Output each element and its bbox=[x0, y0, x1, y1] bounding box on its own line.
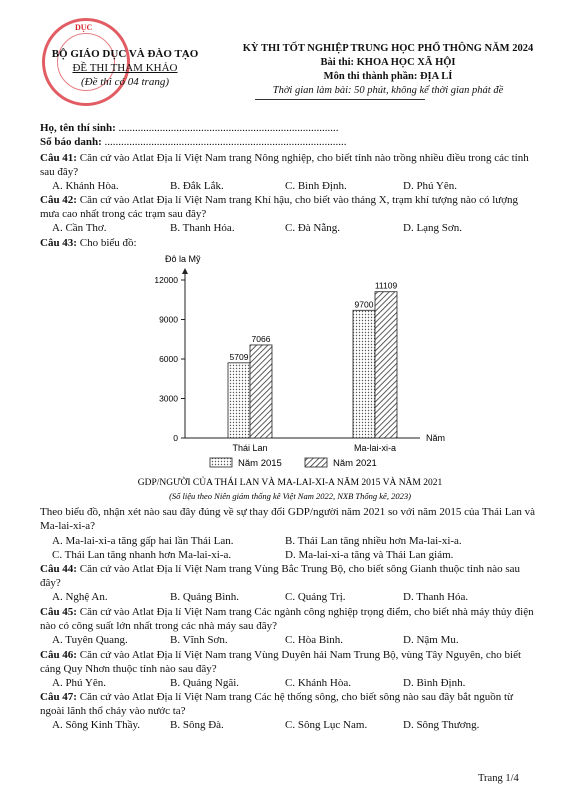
y-tick-label: 6000 bbox=[159, 354, 178, 364]
exam-type: ĐỀ THI THAM KHẢO bbox=[72, 62, 178, 74]
data-label: 7066 bbox=[251, 333, 271, 344]
question-number: Câu 44: bbox=[40, 563, 77, 575]
bar bbox=[353, 310, 375, 438]
option-44-c: C. Quảng Trị. bbox=[285, 591, 346, 603]
bar bbox=[250, 345, 272, 438]
page-number: Trang 1/4 bbox=[478, 773, 519, 784]
option-43-d: D. Ma-lai-xi-a tăng và Thái Lan giảm. bbox=[285, 549, 454, 561]
question-number: Câu 47: bbox=[40, 691, 77, 703]
x-axis-end-label: Năm bbox=[426, 433, 446, 443]
candidate-name-line bbox=[40, 122, 339, 135]
question-46 bbox=[40, 649, 540, 676]
bar bbox=[375, 292, 397, 438]
question-number: Câu 46: bbox=[40, 649, 77, 661]
paper-name: Bài thi: KHOA HỌC XÃ HỘI bbox=[320, 57, 456, 68]
y-axis-label: Đô la Mỹ bbox=[165, 254, 201, 264]
option-41-c: C. Bình Định. bbox=[285, 180, 347, 192]
question-number: Câu 45: bbox=[40, 606, 77, 618]
chart-source: (Số liệu theo Niên giám thống kê Việt Nam 2022, NXB Thống kê, 2023) bbox=[169, 491, 411, 501]
question-number: Câu 43: bbox=[40, 237, 77, 249]
option-42-b: B. Thanh Hóa. bbox=[170, 222, 235, 234]
gdp-bar-chart bbox=[40, 250, 540, 502]
question-44 bbox=[40, 563, 540, 590]
option-42-c: C. Đà Nẵng. bbox=[285, 222, 340, 234]
question-number: Câu 42: bbox=[40, 194, 77, 206]
y-tick-label: 3000 bbox=[159, 393, 178, 404]
option-43-c: C. Thái Lan tăng nhanh hơn Ma-lai-xi-a. bbox=[52, 549, 232, 561]
question-text: Căn cứ vào Atlat Địa lí Việt Nam trang Các ngành công nghiệp trọng điểm, cho biết nhà máy thủy điện nào có công suất lớn nhất trong các nhà máy sau đây? bbox=[40, 606, 534, 632]
option-44-d: D. Thanh Hóa. bbox=[403, 591, 469, 603]
legend-swatch bbox=[305, 458, 327, 467]
question-text: Căn cứ vào Atlat Địa lí Việt Nam trang Các hệ thống sông, cho biết sông nào sau đây bắt nguồn từ ngoài lãnh thổ chảy vào nước ta? bbox=[40, 691, 513, 717]
x-tick-label: Thái Lan bbox=[232, 443, 268, 453]
option-47-a: A. Sông Kinh Thầy. bbox=[52, 719, 140, 731]
option-44-a: A. Nghệ An. bbox=[52, 591, 108, 603]
question-text: Căn cứ vào Atlat Địa lí Việt Nam trang Khí hậu, cho biết vào tháng X, trạm khí tượng nào có lượng mưa cao nhất trong các trạm sau đây? bbox=[40, 194, 519, 220]
option-44-b: B. Quảng Bình. bbox=[170, 591, 240, 603]
subject-name: Môn thi thành phần: ĐỊA LÍ bbox=[323, 71, 453, 82]
question-47 bbox=[40, 691, 540, 718]
legend-label: Năm 2015 bbox=[238, 458, 282, 469]
option-43-b: B. Thái Lan tăng nhiều hơn Ma-lai-xi-a. bbox=[285, 535, 462, 547]
option-41-d: D. Phú Yên. bbox=[403, 180, 457, 192]
chart-title: GDP/NGƯỜI CỦA THÁI LAN VÀ MA-LAI-XI-A NĂM 2015 VÀ NĂM 2021 bbox=[137, 478, 443, 488]
time-allowed: Thời gian làm bài: 50 phút, không kể thời gian phát đề bbox=[272, 85, 504, 96]
data-label: 11109 bbox=[374, 280, 398, 291]
bar bbox=[228, 363, 250, 438]
legend-label: Năm 2021 bbox=[333, 458, 377, 469]
option-41-a: A. Khánh Hòa. bbox=[52, 180, 119, 192]
option-43-a: A. Ma-lai-xi-a tăng gấp hai lần Thái Lan. bbox=[52, 535, 234, 547]
option-46-d: D. Bình Định. bbox=[403, 677, 466, 689]
option-46-a: A. Phú Yên. bbox=[52, 677, 106, 689]
option-42-a: A. Cần Thơ. bbox=[52, 222, 107, 234]
question-text: Căn cứ vào Atlat Địa lí Việt Nam trang Vùng Bắc Trung Bộ, cho biết sông Gianh thuộc tỉnh nào sau đây? bbox=[40, 563, 520, 589]
y-tick-label: 9000 bbox=[159, 314, 178, 325]
header-divider bbox=[255, 99, 425, 100]
question-45 bbox=[40, 606, 540, 633]
question-43-prompt: Theo biểu đồ, nhận xét nào sau đây đúng về sự thay đổi GDP/người năm 2021 so với năm 2015 của Thái Lan và Ma-lai-xi-a? bbox=[40, 506, 536, 532]
stamp-text: DỤC bbox=[75, 23, 93, 32]
option-45-c: C. Hòa Bình. bbox=[285, 634, 344, 646]
pages-note: (Đề thi có 04 trang) bbox=[81, 76, 169, 88]
question-number: Câu 41: bbox=[40, 152, 77, 164]
exam-title: KỲ THI TỐT NGHIỆP TRUNG HỌC PHỔ THÔNG NĂM 2024 bbox=[242, 43, 534, 54]
question-text: Căn cứ vào Atlat Địa lí Việt Nam trang Vùng Duyên hải Nam Trung Bộ, vùng Tây Nguyên, cho biết cảng Quy Nhơn thuộc tỉnh nào sau đây? bbox=[40, 649, 522, 675]
candidate-name-label: Họ, tên thí sinh: bbox=[40, 122, 116, 134]
option-41-b: B. Đắk Lắk. bbox=[170, 180, 224, 192]
question-text: Căn cứ vào Atlat Địa lí Việt Nam trang Nông nghiệp, cho biết tỉnh nào trồng nhiều điều trong các tỉnh sau đây? bbox=[40, 152, 529, 178]
y-axis-arrow bbox=[182, 268, 188, 274]
data-label: 5709 bbox=[229, 351, 249, 362]
option-45-d: D. Nậm Mu. bbox=[403, 634, 459, 646]
option-45-a: A. Tuyên Quang. bbox=[52, 634, 128, 646]
option-45-b: B. Vĩnh Sơn. bbox=[170, 634, 228, 646]
header-right bbox=[218, 42, 558, 98]
option-42-d: D. Lạng Sơn. bbox=[403, 222, 462, 234]
y-tick-label: 0 bbox=[173, 433, 178, 443]
option-46-b: B. Quảng Ngãi. bbox=[170, 677, 240, 689]
legend-swatch bbox=[210, 458, 232, 467]
question-42 bbox=[40, 194, 540, 221]
header-left bbox=[40, 47, 210, 89]
candidate-id-label: Số báo danh: bbox=[40, 136, 102, 148]
option-47-c: C. Sông Lục Nam. bbox=[285, 719, 368, 731]
y-tick-label: 12000 bbox=[154, 275, 178, 285]
question-41 bbox=[40, 152, 540, 179]
option-46-c: C. Khánh Hòa. bbox=[285, 677, 351, 689]
candidate-id-line bbox=[40, 136, 347, 149]
option-47-d: D. Sông Thương. bbox=[403, 719, 480, 731]
option-47-b: B. Sông Đà. bbox=[170, 719, 224, 731]
x-tick-label: Ma-lai-xi-a bbox=[353, 443, 397, 453]
candidate-name-dots: ................................................................................ bbox=[118, 122, 339, 134]
data-label: 9700 bbox=[354, 299, 374, 310]
question-text: Cho biểu đồ: bbox=[79, 237, 137, 249]
ministry-name: BỘ GIÁO DỤC VÀ ĐÀO TẠO bbox=[51, 48, 199, 60]
candidate-id-dots: ........................................................................................ bbox=[104, 136, 347, 148]
question-43 bbox=[40, 237, 540, 251]
